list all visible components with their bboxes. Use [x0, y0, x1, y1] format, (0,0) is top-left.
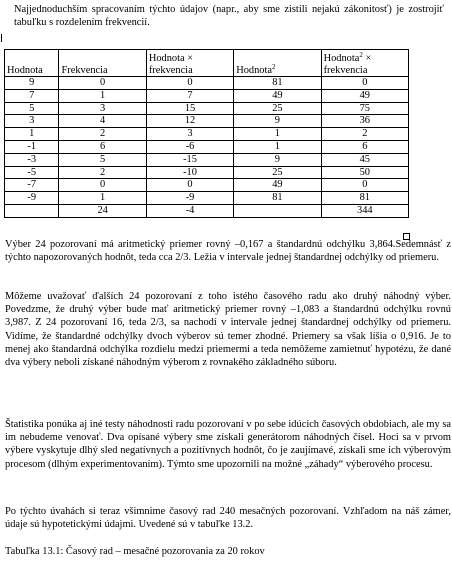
total-cell: -4 [146, 204, 233, 217]
table-cell: 2 [59, 166, 146, 179]
table-cell: 5 [5, 102, 59, 115]
table-row [5, 89, 409, 102]
table-cell: 81 [234, 77, 321, 90]
table-row [5, 77, 409, 90]
table-row [5, 140, 409, 153]
paragraph-time-series: Po týchto úvahách si teraz všimnime časový rad 240 mesačných pozorovaní. Vzhľadom na náš zámer, údaje sú hypotetickými údajmi. Uvedené sú v tabuľke 13.2. [5, 506, 451, 531]
table-cell: 3 [146, 128, 233, 141]
table-cell: 4 [59, 115, 146, 128]
table-cell: 0 [321, 179, 408, 192]
table-cell: -15 [146, 153, 233, 166]
table-cell: 81 [234, 192, 321, 205]
table-cell: 0 [321, 77, 408, 90]
table-cell: 7 [146, 89, 233, 102]
table-row [5, 192, 409, 205]
table-cell: 12 [146, 115, 233, 128]
paragraph-second-sample: Môžeme uvažovať ďalších 24 pozorovaní z toho istého časového radu ako druhý náhodný výber. Povedzme, že druhý výber bude mať aritmetický priemer rovný –1,083 a štandardnú odchýlku rovnú 3,987. Z 24 pozorovaní 16, teda 2/3, sa nachodí v intervale jednej štandardnej odchýlky od priemeru. Vidíme, že štandardné odchýlky dvoch výberov sú temer zhodné. Priemery sa však líšia o 0,916. Je to menej ako štandardná odchýlka rozdielu medzi priemermi a teda nemôžeme zamietnuť hypotézu, že dané dva výbery neboli získané náhodným výberom z rovnakého základného súboru. [5, 291, 451, 369]
table-cell: 1 [59, 192, 146, 205]
table-cell: 25 [234, 166, 321, 179]
table-row [5, 166, 409, 179]
table-cell: 7 [5, 89, 59, 102]
table-cell: -9 [146, 192, 233, 205]
table-cell: 49 [234, 179, 321, 192]
margin-mark [1, 34, 2, 42]
table-row [5, 115, 409, 128]
header-hodnota: Hodnota [5, 50, 59, 77]
table-cell: 81 [321, 192, 408, 205]
table-cell: 2 [321, 128, 408, 141]
table-cell: 6 [321, 140, 408, 153]
table-cell: 49 [321, 89, 408, 102]
total-cell: 344 [321, 204, 408, 217]
table-cell: 75 [321, 102, 408, 115]
table-row [5, 153, 409, 166]
header-hodnota-squared-x-frekvencia: Hodnota$^2$ × frekvencia [321, 50, 408, 77]
header-frekvencia: Frekvencia [59, 50, 146, 77]
total-cell: 24 [59, 204, 146, 217]
table-cell: 3 [5, 115, 59, 128]
total-cell [5, 204, 59, 217]
table-row [5, 102, 409, 115]
table-cell: 9 [5, 77, 59, 90]
intro-paragraph: Najjednoduchším spracovaním týchto údajov (napr., aby sme zistili nejakú zákonitosť) je zostrojiť tabuľku s rozdelením frekvencií. [14, 4, 444, 29]
table-cell: 0 [59, 179, 146, 192]
table-cell: -1 [5, 140, 59, 153]
table-cell: 50 [321, 166, 408, 179]
table-cell: -3 [5, 153, 59, 166]
total-cell [234, 204, 321, 217]
table-cell: -7 [5, 179, 59, 192]
table-row [5, 128, 409, 141]
table-cell: 0 [59, 77, 146, 90]
table-header-row [5, 50, 409, 77]
paragraph-randomness-tests: Štatistika ponúka aj iné testy náhodnosti radu pozorovaní v po sebe idúcich časových obdobiach, ale my sa im nebudeme venovať. Dva opísané výbery sme získali generátorom náhodných čísel. Hoci sa v prvom výbere vyskytuje dlhý sled negatívnych a pozitívnych hodnôt, čo je zaujímavé, získali sme ich výberovým procesom (dlhým experimentovaním). Týmto sme upozornili na možné „záhady“ výberového procesu. [5, 419, 451, 470]
table-row [5, 179, 409, 192]
table-totals-row [5, 204, 409, 217]
paragraph-first-sample: Výber 24 pozorovaní má aritmetický priemer rovný –0,167 a štandardnú odchýlku 3,864.Sedemnásť z týchto napozorovaných hodnôt, teda cca 2/3. Ležia v intervale jednej štandardnej odchýlky od priemeru. [5, 239, 451, 264]
table-cell: 0 [146, 179, 233, 192]
table-cell: 45 [321, 153, 408, 166]
table-cell: -10 [146, 166, 233, 179]
table-cell: 5 [59, 153, 146, 166]
table-cell: 9 [234, 115, 321, 128]
table-cell: 1 [5, 128, 59, 141]
table-cell: 2 [59, 128, 146, 141]
table-cell: -6 [146, 140, 233, 153]
header-hodnota-squared: Hodnota$^2$ [234, 50, 321, 77]
table-cell: 1 [234, 128, 321, 141]
table-cell: 25 [234, 102, 321, 115]
table-cell: 15 [146, 102, 233, 115]
table-caption: Tabuľka 13.1: Časový rad – mesačné pozorovania za 20 rokov [5, 546, 265, 557]
table-cell: 6 [59, 140, 146, 153]
table-cell: -5 [5, 166, 59, 179]
table-cell: 36 [321, 115, 408, 128]
table-cell: 0 [146, 77, 233, 90]
table-cell: 49 [234, 89, 321, 102]
table-cell: 1 [234, 140, 321, 153]
table-cell: -9 [5, 192, 59, 205]
table-cell: 3 [59, 102, 146, 115]
table-cell: 9 [234, 153, 321, 166]
header-hodnota-x-frekvencia: Hodnota × frekvencia [146, 50, 233, 77]
table-cell: 1 [59, 89, 146, 102]
frequency-table [4, 49, 409, 218]
